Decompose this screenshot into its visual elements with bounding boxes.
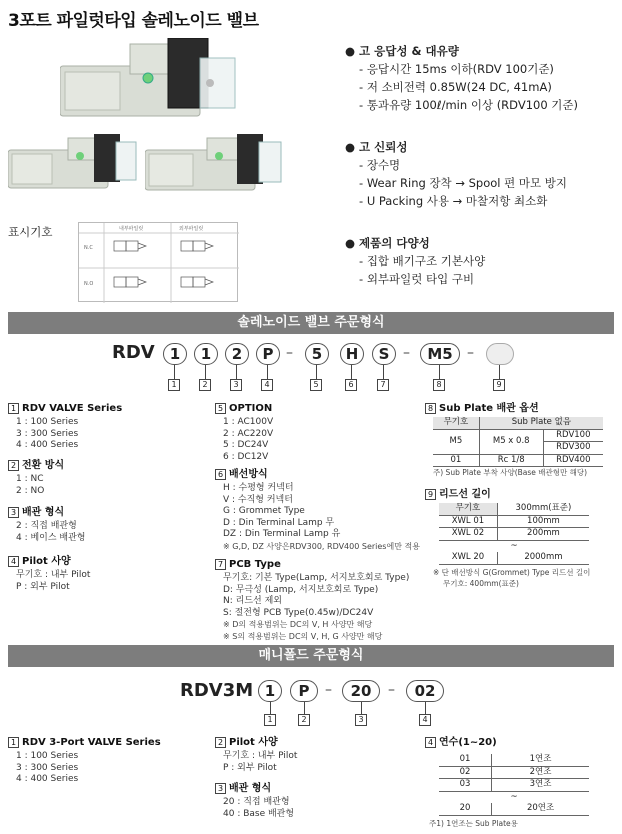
manifold-section-piping: 3 배관 형식 20 : 직접 배관형 40 : Base 배관형 [215, 782, 405, 820]
symbol-col-external: 외부파일럿 [179, 226, 204, 232]
code-num-7: 7 [377, 379, 389, 391]
feature-item: 집합 배기구조 기본사양 [366, 254, 486, 268]
manifold-num-1: 1 [264, 714, 276, 726]
code-part-6: H [340, 343, 364, 365]
page-title: 3포트 파일럿타입 솔레노이드 밸브 [8, 11, 259, 31]
symbol-table [78, 222, 238, 302]
product-image-right [145, 132, 285, 194]
section-head: Pilot 사양 [229, 737, 278, 748]
leadwire-table: 무기호 300mm(표준) XWL 01 100mm XWL 02 200mm ~ XWL 20 2000mm [439, 503, 589, 565]
order-code-prefix: RDV [112, 342, 155, 363]
section-head: 배관 형식 [22, 507, 65, 518]
section-leadwire: 9 리드선 길이 무기호 300mm(표준) XWL 01 100mm XWL 02 200mm ~ XWL 20 2000mm ※ 단 배선방식 G(Grommet) Type 리드선 길이 무기호: 400mm(표준) [425, 488, 615, 590]
section-head: OPTION [229, 403, 273, 414]
section-subplate: 8 Sub Plate 배관 옵션 무기호 Sub Plate 없음 M5 M5 x 0.8 RDV100 RDV300 01 Rc 1/8 RDV400 주) Sub Plate 부착 사양(Base 배관형만 해당) [425, 402, 615, 479]
subplate-table: 무기호 Sub Plate 없음 M5 M5 x 0.8 RDV100 RDV300 01 Rc 1/8 RDV400 [433, 417, 603, 467]
code-part-1: 1 [163, 343, 187, 365]
symbol-label: 표시기호 [8, 225, 53, 239]
code-part-7: S [372, 343, 396, 365]
section-head: 배관 형식 [229, 783, 272, 794]
section-piping: 3 배관 형식 2 : 직접 배관형 4 : 베이스 배관형 [8, 506, 198, 544]
manifold-order-banner: 매니폴드 주문형식 [8, 645, 614, 667]
section-head: RDV 3-Port VALVE Series [22, 737, 161, 748]
code-num-1: 1 [168, 379, 180, 391]
feature-item: 응답시간 15ms 이하(RDV 100기준) [366, 62, 554, 76]
manifold-part-1: 1 [258, 680, 282, 702]
section-head: 연수(1~20) [439, 737, 497, 748]
manifold-num-2: 2 [298, 714, 310, 726]
feature-head-1: 고 응답성 & 대유량 [359, 44, 459, 58]
code-dash: – [403, 345, 410, 361]
symbol-row-nc: N.C [84, 245, 93, 251]
code-num-9: 9 [493, 379, 505, 391]
code-num-8: 8 [433, 379, 445, 391]
code-dash: – [286, 345, 293, 361]
manifold-code-prefix: RDV3M [180, 680, 254, 701]
symbol-col-internal: 내부파일럿 [119, 226, 144, 232]
section-head: Pilot 사양 [22, 556, 71, 567]
product-image-main [60, 38, 250, 126]
manifold-section-stations: 4 연수(1~20) 01 1연조 02 2연조 03 3연조 ~ 20 20연조 주1) 1연조는 Sub Plate용 [425, 736, 615, 829]
features-group-1: ● 고 응답성 & 대유량 - 응답시간 15ms 이하(RDV 100기준) - 저 소비전력 0.85W(24 DC, 41mA) - 통과유량 100ℓ/min 이상 (RDV100 기준) [345, 44, 579, 112]
feature-item: 통과유량 100ℓ/min 이상 (RDV100 기준) [366, 98, 579, 112]
features-group-3: ● 제품의 다양성 - 집합 배기구조 기본사양 - 외부파일럿 타입 구비 [345, 236, 486, 286]
code-dash: – [325, 682, 332, 698]
code-part-9 [486, 343, 514, 365]
manifold-part-2: P [290, 680, 318, 702]
feature-item: U Packing 사용 → 마찰저항 최소화 [366, 194, 548, 208]
code-num-6: 6 [345, 379, 357, 391]
section-option: 5 OPTION 1 : AC100V 2 : AC220V 5 : DC24V 6 : DC12V [215, 402, 415, 463]
feature-item: 저 소비전력 0.85W(24 DC, 41mA) [366, 80, 552, 94]
section-pilot: 4 Pilot 사양 무기호 : 내부 Pilot P : 외부 Pilot [8, 555, 198, 593]
valve-order-banner: 솔레노이드 밸브 주문형식 [8, 312, 614, 334]
manifold-part-3: 20 [342, 680, 380, 702]
code-num-2: 2 [199, 379, 211, 391]
code-part-3: 2 [225, 343, 249, 365]
section-head: 리드선 길이 [439, 489, 491, 500]
product-image-left [8, 132, 138, 194]
section-head: PCB Type [229, 559, 281, 570]
section-series: 1 RDV VALVE Series 1 : 100 Series 3 : 300 Series 4 : 400 Series [8, 402, 198, 452]
symbol-row-no: N.O [84, 281, 94, 287]
section-head: 전환 방식 [22, 460, 65, 471]
code-part-5: 5 [305, 343, 329, 365]
code-dash: – [467, 345, 474, 361]
manifold-section-pilot: 2 Pilot 사양 무기호 : 내부 Pilot P : 외부 Pilot [215, 736, 405, 774]
code-num-4: 4 [261, 379, 273, 391]
manifold-part-4: 02 [406, 680, 444, 702]
section-head: Sub Plate 배관 옵션 [439, 403, 539, 414]
code-part-4: P [256, 343, 280, 365]
feature-head-2: 고 신뢰성 [359, 140, 408, 154]
section-switching: 2 전환 방식 1 : NC 2 : NO [8, 459, 198, 497]
stations-table: 01 1연조 02 2연조 03 3연조 ~ 20 20연조 [439, 754, 589, 816]
features-group-2: ● 고 신뢰성 - 장수명 - Wear Ring 장착 → Spool 편 마모 방지 - U Packing 사용 → 마찰저항 최소화 [345, 140, 567, 208]
section-head: 배선방식 [229, 469, 268, 480]
section-wiring: 6 배선방식 H : 수평형 커넥터 V : 수직형 커넥터 G : Grommet Type D : Din Terminal Lamp 무 DZ : Din Terminal Lamp 유 ※ G,D, DZ 사양은RDV300, RDV400 Series에만 적용 [215, 468, 420, 552]
manifold-num-3: 3 [355, 714, 367, 726]
code-num-5: 5 [310, 379, 322, 391]
feature-head-3: 제품의 다양성 [359, 236, 430, 250]
feature-item: Wear Ring 장착 → Spool 편 마모 방지 [366, 176, 567, 190]
manifold-num-4: 4 [419, 714, 431, 726]
section-pcb: 7 PCB Type 무기호: 기본 Type(Lamp, 서지보호회로 Type) D: 무극성 (Lamp, 서지보호회로 Type) N: 리드선 제외 S: 절전형 PCB Type(0.45w)/DC24V ※ D의 적용범위는 DC의 V, H 사양만 해당 ※ S의 적용범위는 DC의 V, H, G 사양만 해당 [215, 558, 420, 642]
feature-item: 장수명 [366, 158, 401, 172]
code-num-3: 3 [230, 379, 242, 391]
code-part-2: 1 [194, 343, 218, 365]
feature-item: 외부파일럿 타입 구비 [366, 272, 475, 286]
section-head: RDV VALVE Series [22, 403, 123, 414]
manifold-section-series: 1 RDV 3-Port VALVE Series 1 : 100 Series 3 : 300 Series 4 : 400 Series [8, 736, 208, 786]
code-dash: – [388, 682, 395, 698]
code-part-8: M5 [420, 343, 460, 365]
